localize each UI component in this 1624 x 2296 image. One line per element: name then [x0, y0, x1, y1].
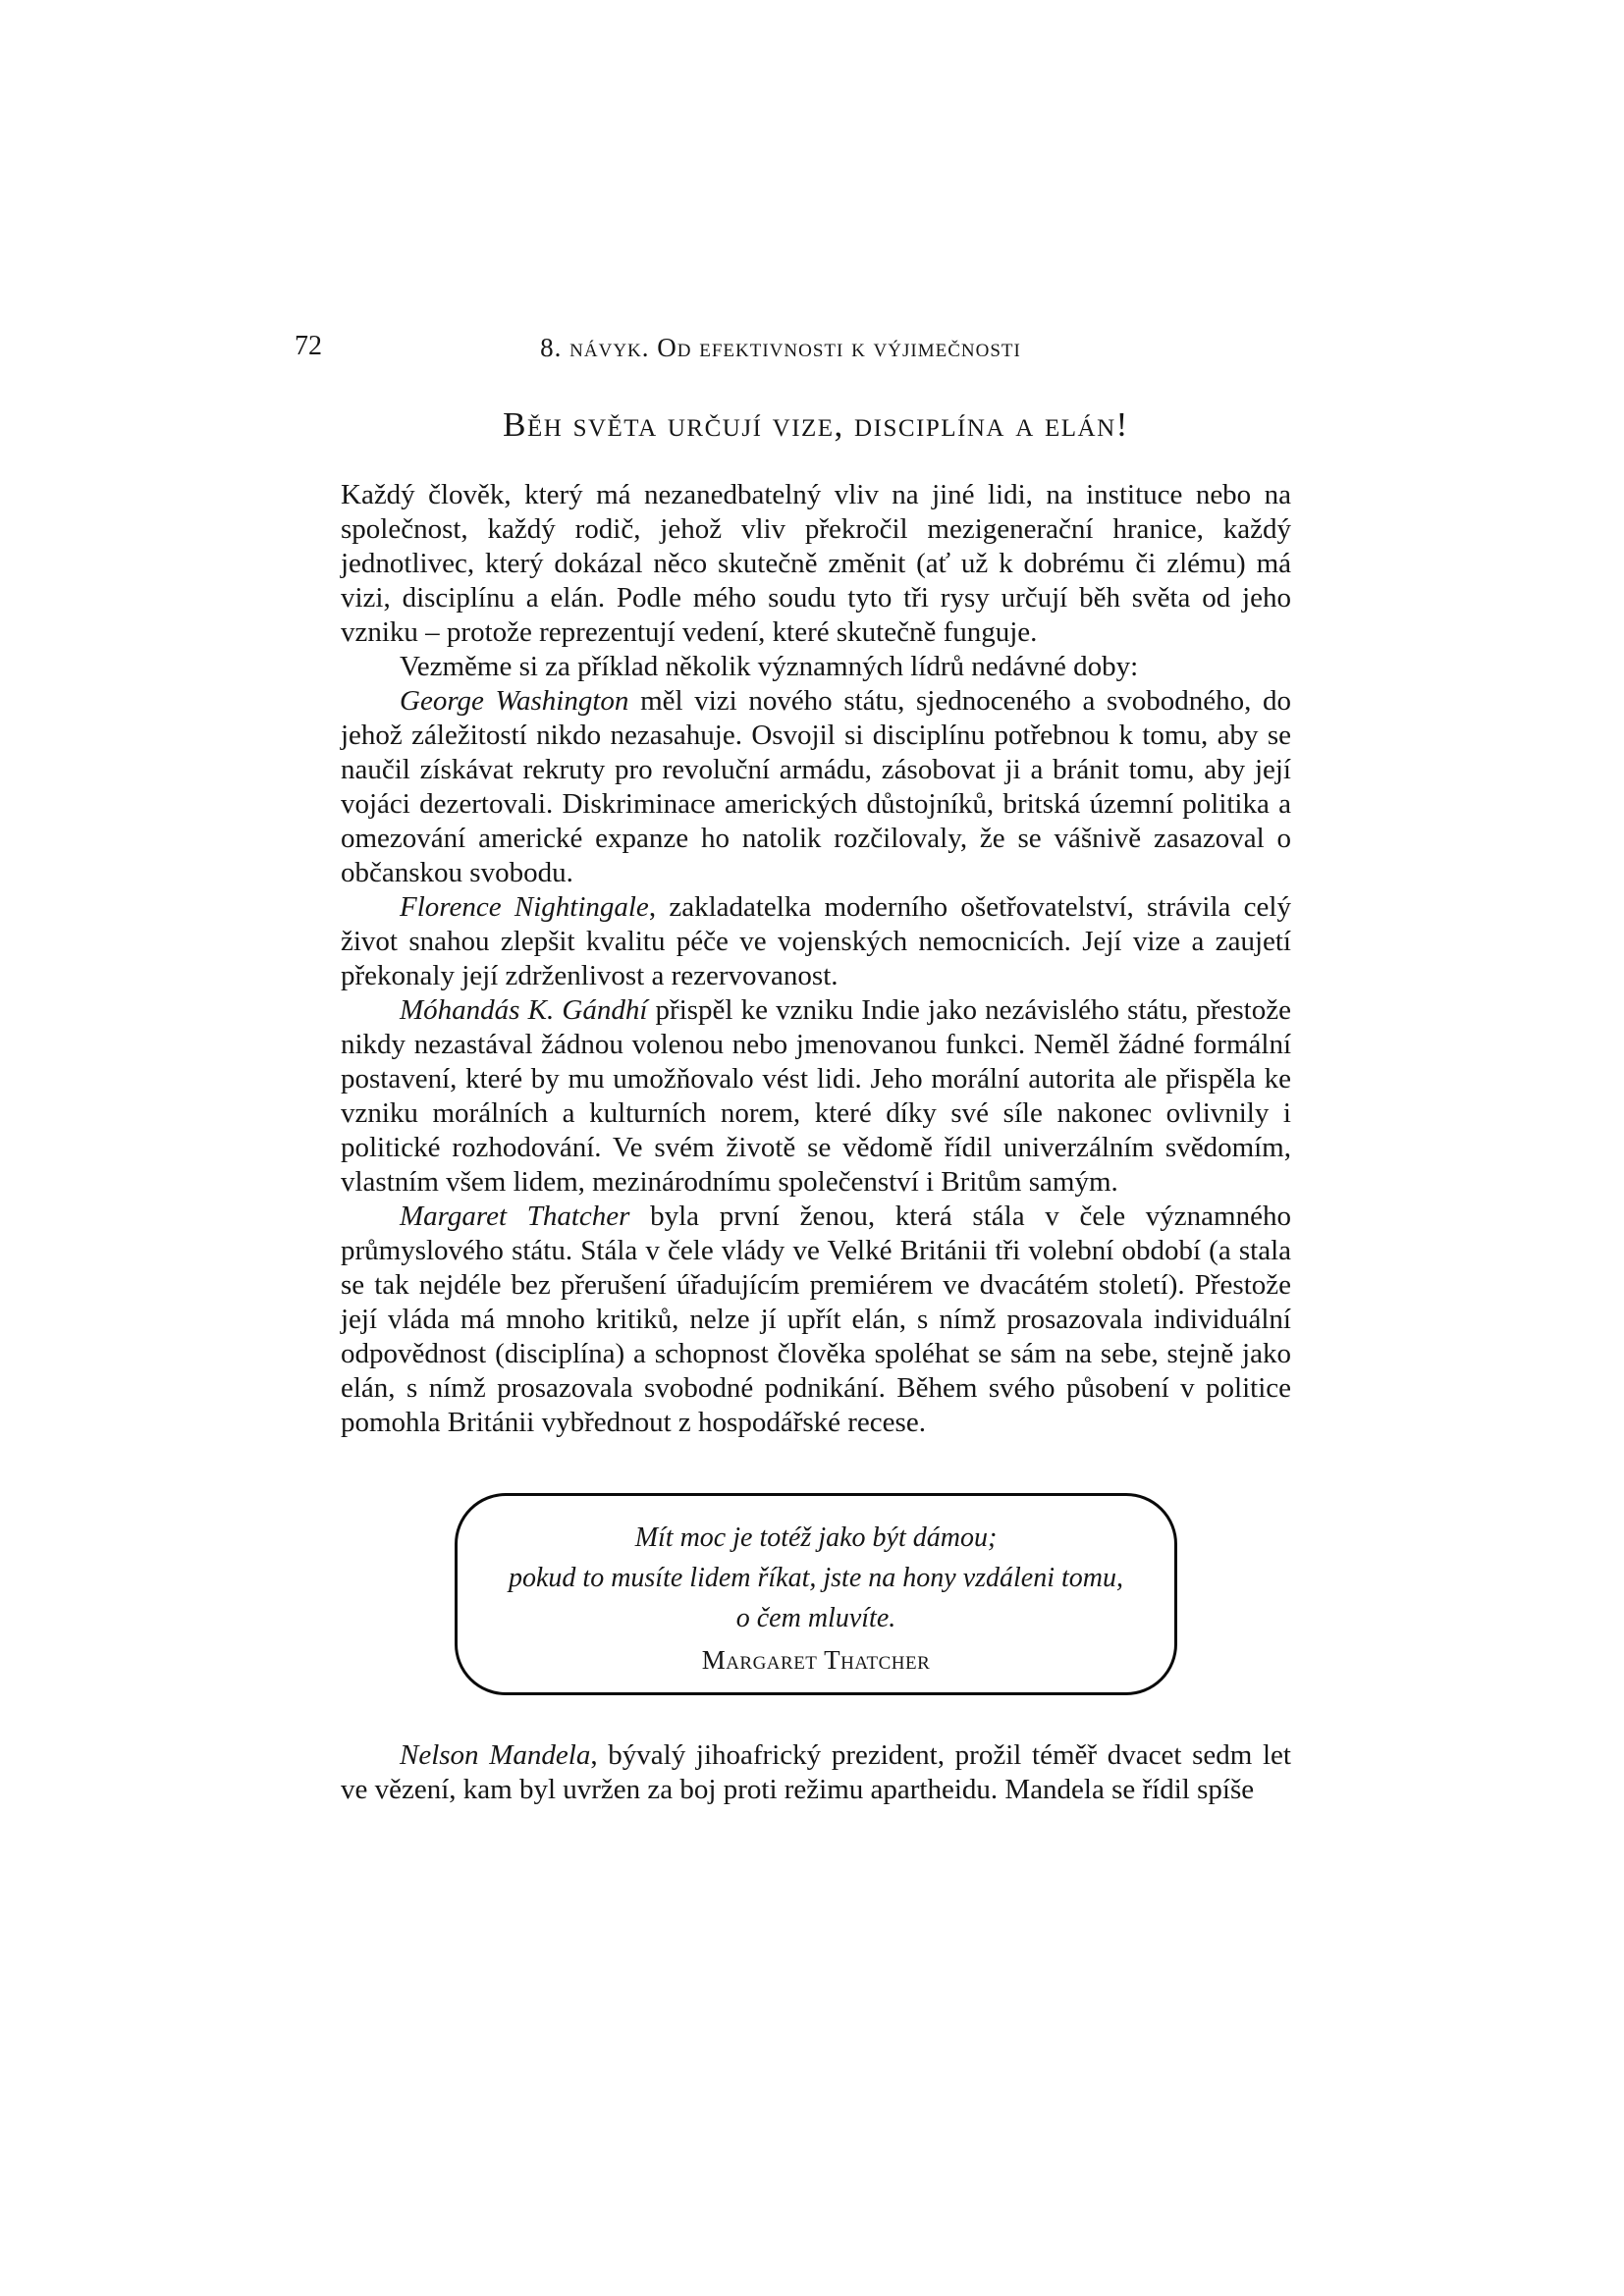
quote-line-3: o čem mluvíte.	[735, 1603, 896, 1633]
quote-line-2: pokud to musíte lidem říkat, jste na hony vzdáleni tomu,	[508, 1563, 1124, 1593]
paragraph-group-before-quote	[341, 478, 1291, 1440]
quote-box	[455, 1493, 1177, 1695]
paragraph-group-after-quote	[341, 1738, 1291, 1807]
paragraph	[341, 478, 1291, 650]
body-text	[341, 478, 1291, 1807]
paragraph-text: , bývalý jihoafrický prezident, prožil téměř dvacet sedm let ve vězení, kam byl uvržen za boj proti režimu apartheidu. Mandela se řídil spíše	[341, 1739, 1291, 1805]
page-number: 72	[295, 331, 322, 361]
person-name: Móhandás K. Gándhí	[400, 994, 648, 1026]
person-name: Florence Nightingale	[400, 891, 649, 923]
paragraph-text: byla první ženou, která stála v čele významného průmyslového státu. Stála v čele vlády ve Velké Británii tři volební období (a stala se tak nejdéle bez přerušení úřadujícím premiérem ve dvacátém století). Přestože její vláda má mnoho kritiků, nelze jí upřít elán, s nímž prosazovala individuální odpovědnost (disciplína) a schopnost člověka spoléhat se sám na sebe, stejně jako elán, s nímž prosazovala svobodné podnikání. Během svého působení v politice pomohla Británii vybřednout z hospodářské recese.	[341, 1201, 1291, 1438]
paragraph	[341, 650, 1291, 684]
paragraph	[341, 1200, 1291, 1440]
quote-attribution: Margaret Thatcher	[701, 1645, 931, 1675]
paragraph-text: Vezměme si za příklad několik významných lídrů nedávné doby:	[400, 651, 1139, 682]
quote-line-1: Mít moc je totéž jako být dámou;	[634, 1522, 998, 1553]
person-name: Margaret Thatcher	[400, 1201, 630, 1232]
paragraph-text: přispěl ke vzniku Indie jako nezávislého státu, přestože nikdy nezastával žádnou volenou nebo jmenovanou funkci. Neměl žádné formální postavení, které by mu umožňovalo vést lidi. Jeho morální autorita ale přispěla ke vzniku morálních a kulturních norem, které díky své síle nakonec ovlivnily i politické rozhodování. Ve svém životě se vědomě řídil univerzálním svědomím, vlastním všem lidem, mezinárodnímu společenství i Britům samým.	[341, 994, 1291, 1198]
paragraph	[341, 684, 1291, 890]
chapter-running-header: 8. návyk. Od efektivnosti k výjimečnosti	[540, 333, 1021, 362]
paragraph	[341, 993, 1291, 1200]
paragraph-text: měl vizi nového státu, sjednoceného a svobodného, do jehož záležitostí nikdo nezasahuje. Osvojil si disciplínu potřebnou k tomu, aby se naučil získávat rekruty pro revoluční armádu, zásobovat ji a bránit tomu, aby její vojáci dezertovali. Diskriminace amerických důstojníků, britská územní politika a omezování americké expanze ho natolik rozčilovaly, že se vášnivě zasazoval o občanskou svobodu.	[341, 685, 1291, 888]
paragraph-text: , zakladatelka moderního ošetřovatelství, strávila celý život snahou zlepšit kvalitu péče ve vojenských nemocnicích. Její vize a zaujetí překonaly její zdrženlivost a rezervovanost.	[341, 891, 1291, 991]
paragraph-text: Každý člověk, který má nezanedbatelný vliv na jiné lidi, na instituce nebo na společnost, každý rodič, jehož vliv překročil mezigenerační hranice, každý jednotlivec, který dokázal něco skutečně změnit (ať už k dobrému či zlému) má vizi, disciplínu a elán. Podle mého soudu tyto tři rysy určují běh světa od jeho vzniku – protože reprezentují vedení, které skutečně funguje.	[341, 479, 1291, 648]
person-name: Nelson Mandela	[400, 1739, 591, 1771]
section-title: Běh světa určují vize, disciplína a elán!	[503, 405, 1129, 444]
paragraph	[341, 1738, 1291, 1807]
paragraph	[341, 890, 1291, 993]
person-name: George Washington	[400, 685, 629, 717]
